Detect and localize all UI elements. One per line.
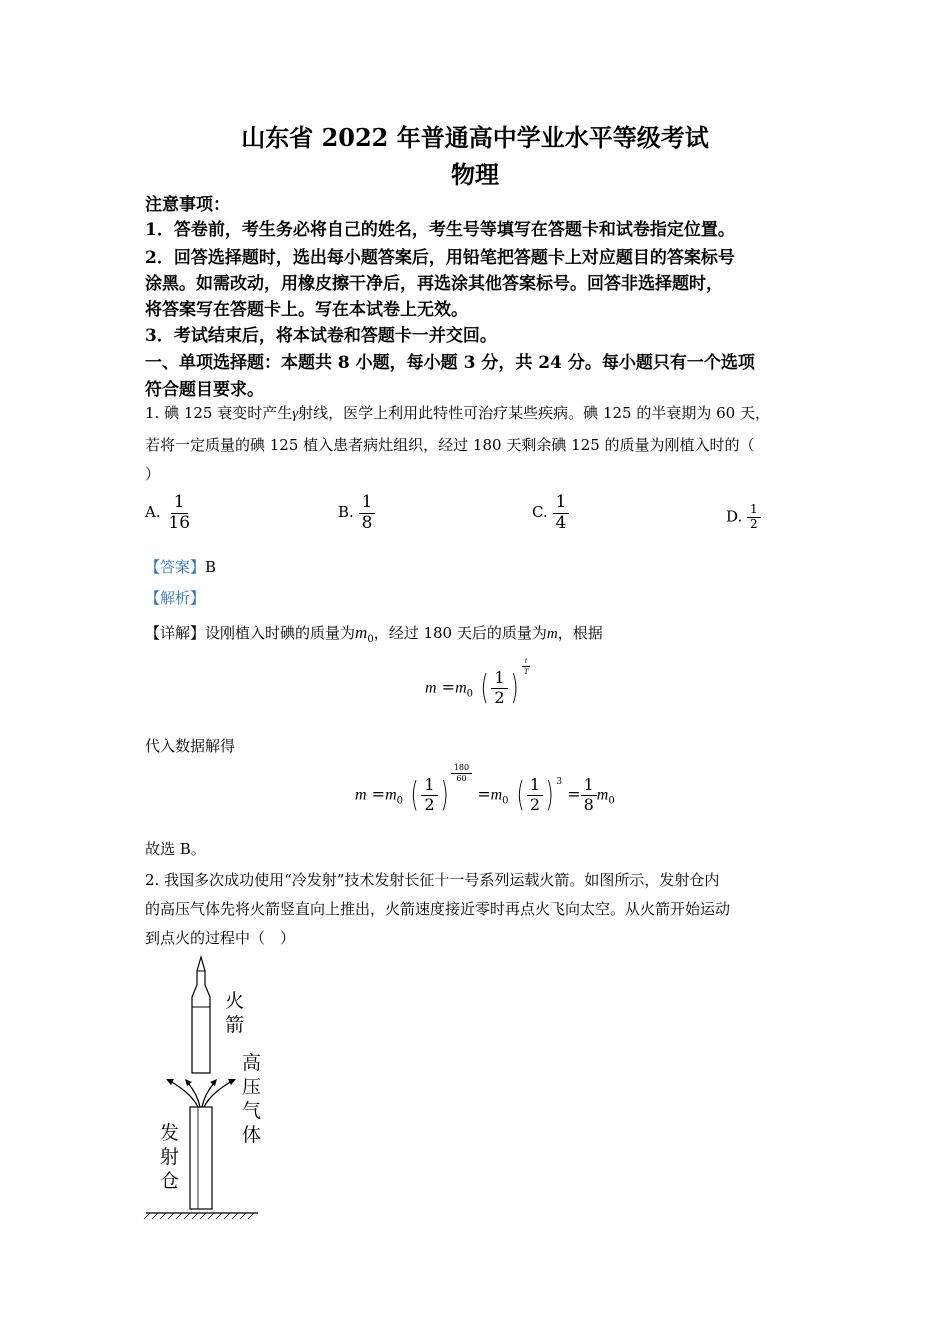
notice-line-2b: 涂黑。如需改动，用橡皮擦干净后，再选涂其他答案标号。回答非选择题时，: [145, 274, 723, 294]
result-den: 8: [583, 794, 594, 814]
equation-2: [355, 763, 615, 815]
exp-cube: 3: [556, 776, 563, 787]
section-heading-2: 符合题目要求。: [145, 380, 264, 400]
option-label: D.: [726, 507, 743, 526]
eq2-m: m: [355, 786, 367, 804]
eq2-subc: 0: [608, 795, 615, 807]
page-title: 山东省 2022 年普通高中学业水平等级考试: [241, 123, 709, 152]
notice-line-3: 3．考试结束后，将本试卷和答题卡一并交回。: [145, 326, 497, 346]
arrow-head-icon: [185, 1079, 192, 1086]
eq2-num-b: 1: [527, 776, 543, 795]
silo-label-char: 发: [160, 1122, 180, 1144]
q1-text-b: 射线，医学上利用此特性可治疗某些疾病。碘 125 的半衰期为 60 天，: [298, 404, 770, 422]
rocket-label-char: 箭: [225, 1014, 245, 1036]
silo-label-char: 射: [160, 1146, 180, 1168]
exp-T: T: [523, 666, 529, 676]
rocket-body: [192, 957, 210, 1073]
right-paren: ): [545, 775, 554, 815]
option-numerator: 1: [171, 493, 188, 514]
conclusion-line: 故选 B。: [145, 840, 206, 858]
gas-label-char: 压: [242, 1076, 262, 1098]
gas-arrow: [170, 1081, 198, 1107]
eq2-equals-2: =: [477, 784, 491, 804]
eq2-m0c: m: [596, 786, 609, 804]
option-numerator: 1: [359, 493, 376, 514]
eq2-equals: =: [371, 784, 386, 804]
eq2-equals-3: =: [567, 784, 581, 804]
gas-label-char: 高: [242, 1052, 262, 1074]
gas-arrow: [188, 1083, 200, 1107]
detail-text-c: ，根据: [557, 624, 603, 642]
detail-text-b: ，经过 180 天后的质量为: [373, 624, 547, 642]
option-c: [532, 493, 569, 533]
option-b: [338, 493, 375, 533]
q1-line-2: 若将一定质量的碘 125 植入患者病灶组织，经过 180 天剩余碘 125 的质量为刚植入时的（: [145, 436, 755, 454]
gas-label: [242, 1051, 261, 1147]
launch-silo: [190, 1107, 212, 1209]
rocket-label-char: 火: [225, 990, 245, 1012]
detail-tag: 【详解】: [145, 624, 206, 642]
left-paren: (: [516, 775, 525, 815]
option-label: C.: [532, 503, 548, 522]
eq2-den: 2: [424, 794, 435, 814]
option-numerator: 1: [747, 503, 761, 518]
eq2-den-b: 2: [529, 794, 541, 814]
gas-arrow: [204, 1081, 232, 1107]
option-denominator: 4: [555, 512, 567, 533]
page-subtitle: 物理: [451, 160, 499, 189]
eq-num: 1: [491, 669, 507, 688]
option-label: A.: [145, 503, 161, 522]
notice-line-2a: 2．回答选择题时，选出每小题答案后，用铅笔把答题卡上对应题目的答案标号: [145, 248, 735, 268]
silo-label: [160, 1121, 179, 1193]
rocket-figure: [140, 955, 270, 1225]
eq-sub: 0: [466, 688, 473, 700]
notice-line-2c: 将答案写在答题卡上。写在本试卷上无效。: [145, 300, 468, 320]
q1-line-1: [145, 402, 770, 423]
equation-1: [425, 656, 531, 708]
symbol-m: m: [546, 626, 558, 642]
option-d: [726, 503, 761, 532]
gas-arrow: [202, 1083, 214, 1107]
q2-line-3: 到点火的过程中（ ）: [145, 929, 296, 947]
subscript-0: 0: [367, 634, 374, 645]
option-denominator: 16: [168, 512, 191, 533]
option-denominator: 2: [750, 516, 758, 531]
silo-label-char: 仓: [160, 1170, 180, 1192]
option-numerator: 1: [553, 493, 570, 514]
eq2-subb: 0: [502, 795, 509, 807]
exp-t: t: [522, 656, 530, 666]
eq2-num: 1: [421, 776, 437, 795]
gas-label-char: 体: [242, 1124, 262, 1146]
detail-text-a: 设刚植入时碘的质量为: [205, 624, 356, 642]
eq-den: 2: [494, 687, 505, 707]
rocket-label: [225, 989, 244, 1037]
q2-line-2: 的高压气体先将火箭竖直向上推出，火箭速度接近零时再点火飞向太空。从火箭开始运动: [145, 900, 731, 918]
answer-value: B: [205, 558, 217, 576]
option-a: [145, 493, 193, 533]
result-num: 1: [581, 776, 597, 795]
eq-m0: m: [455, 679, 467, 697]
section-heading-1: 一、单项选择题：本题共 8 小题，每小题 3 分，共 24 分。每小题只有一个选项: [145, 353, 755, 373]
eq-equals: =: [441, 677, 456, 697]
q1-text-a: 1. 碘 125 衰变时产生: [145, 404, 293, 422]
answer-line: [145, 556, 216, 577]
answer-tag: 【答案】: [145, 558, 206, 576]
gas-label-char: 气: [242, 1100, 262, 1122]
option-label: B.: [338, 503, 354, 522]
option-denominator: 8: [361, 512, 373, 533]
q2-line-1: 2. 我国多次成功使用“冷发射”技术发射长征十一号系列运载火箭。如图所示，发射仓内: [145, 871, 720, 889]
exp-num: 180: [451, 763, 472, 773]
left-paren: (: [480, 668, 489, 708]
eq-m: m: [425, 679, 437, 697]
symbol-m0: m: [355, 623, 368, 642]
notice-line-1: 1．答卷前，考生务必将自己的姓名，考生号等填写在答题卡和试卷指定位置。: [145, 220, 735, 240]
right-paren: ): [510, 668, 519, 708]
gamma-symbol: γ: [292, 406, 299, 422]
left-paren: (: [410, 775, 419, 815]
exp-den: 60: [456, 773, 467, 783]
q1-line-3: ）: [145, 465, 161, 483]
analysis-tag: 【解析】: [145, 589, 206, 607]
arrow-head-icon: [210, 1079, 217, 1086]
eq2-sub: 0: [396, 795, 403, 807]
eq2-m0b: m: [490, 786, 503, 804]
ground-hatch: [144, 1213, 254, 1219]
notice-heading: 注意事项：: [145, 195, 230, 215]
eq2-m0: m: [385, 786, 397, 804]
detail-line: [145, 622, 603, 645]
right-paren: ): [440, 775, 449, 815]
substitute-line: 代入数据解得: [145, 737, 236, 755]
